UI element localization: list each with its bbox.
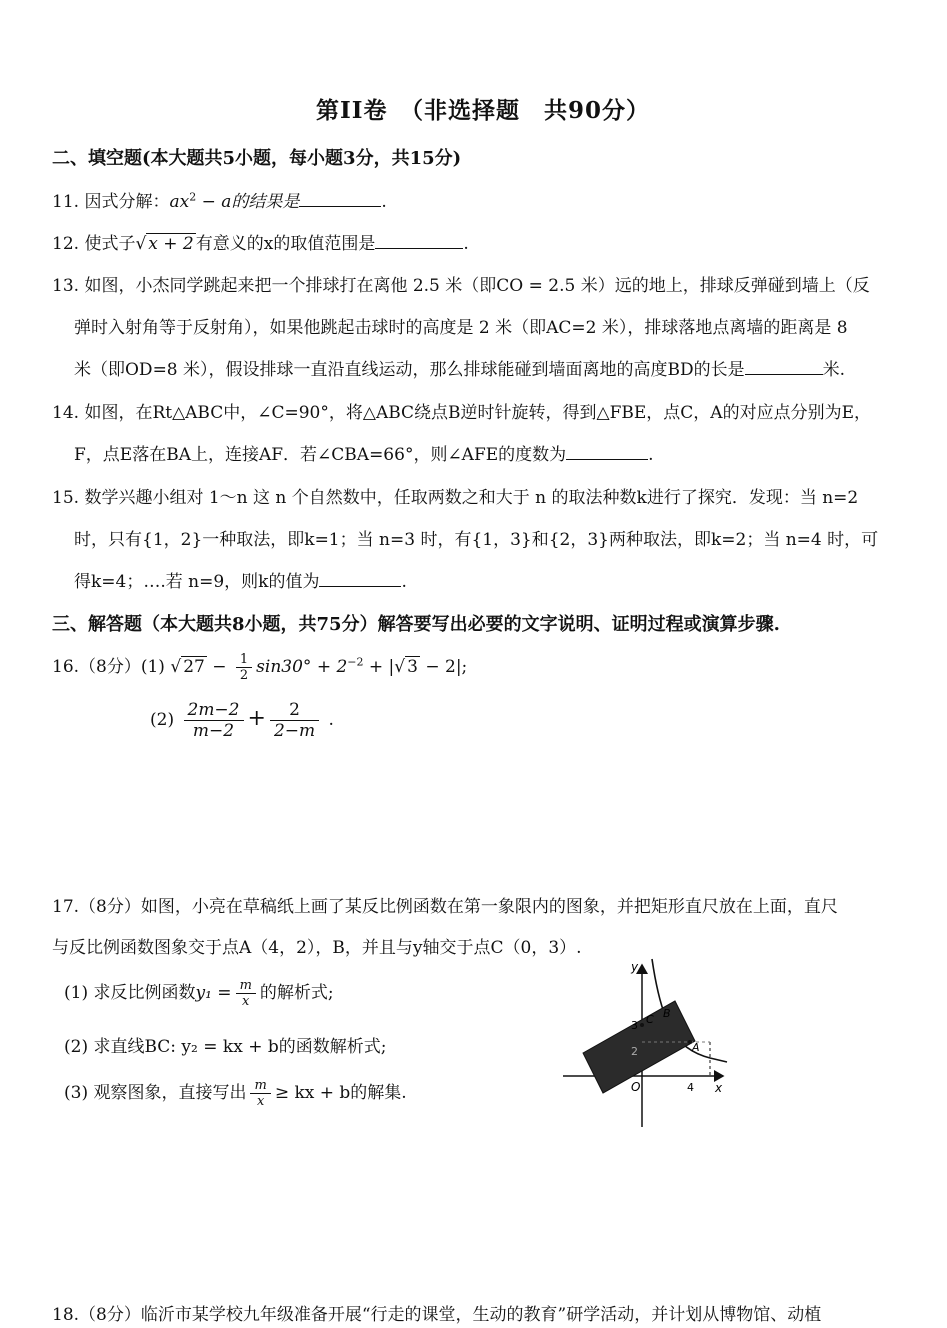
q16-abs-tail: − 2|;	[419, 657, 468, 677]
question-17-line-1: 17.（8分）如图，小亮在草稿纸上画了某反比例函数在第一象限内的图象，并把矩形直尺放在上面，直尺	[52, 897, 838, 917]
q17-p3-fraction	[250, 1078, 270, 1109]
q15-line3-text: 得k=4；….若 n=9，则k的值为	[74, 572, 320, 592]
question-13-line-3	[74, 355, 845, 380]
q16-plus: +	[247, 706, 266, 731]
page-title: 第II卷 （非选择题 共90分）	[316, 97, 651, 124]
question-17-part-1	[64, 978, 334, 1009]
section-heading-solutions: 三、解答题（本大题共8小题，共75分）解答要写出必要的文字说明、证明过程或演算步骤.	[52, 614, 780, 635]
q16-f1-den: m−2	[192, 721, 235, 741]
question-15-line-2: 时，只有{1，2}一种取法，即k=1；当 n=3 时，有{1，3}和{2，3}两种取法，即k=2；当 n=4 时，可	[74, 530, 879, 550]
q13-answer-blank[interactable]	[745, 374, 823, 375]
q16-abs-open: + |	[363, 657, 395, 677]
q16-half	[236, 652, 252, 683]
q11-tail: − a的结果是	[196, 192, 300, 212]
q11-exp: 2	[189, 190, 197, 204]
q17-p1-fraction	[236, 978, 256, 1009]
question-11	[52, 187, 387, 212]
q11-lead: 11. 因式分解：	[52, 192, 170, 212]
q16-fraction-1	[184, 700, 244, 741]
q16-f2-den: 2−m	[273, 721, 316, 741]
q16-exp: −2	[347, 655, 364, 669]
question-13-line-1: 13. 如图，小杰同学跳起来把一个排球打在离他 2.5 米（即CO = 2.5 米）远的地上，排球反弹碰到墙上（反	[52, 276, 870, 296]
q17-figure	[555, 955, 735, 1130]
q12-radicand: x + 2	[148, 234, 194, 254]
origin-label: O	[631, 1080, 641, 1094]
question-15-line-1: 15. 数学兴趣小组对 1～n 这 n 个自然数中，任取两数之和大于 n 的取法种数k进行了探究．发现：当 n=2	[52, 488, 859, 508]
tick-label-4: 4	[687, 1081, 694, 1094]
q16-sqrt-27: √ 27	[170, 657, 205, 677]
q14-end: .	[648, 445, 654, 465]
q12-lead: 12. 使式子	[52, 234, 136, 254]
tick-label-2: 2	[631, 1045, 638, 1058]
q17-p3-tail: ≥ kx + b的解集.	[274, 1083, 407, 1103]
q16-p2-label: (2)	[150, 710, 175, 730]
point-c-label: C	[646, 1013, 654, 1026]
point-a-label: A	[692, 1041, 700, 1054]
q16-radicand-27: 27	[183, 657, 205, 677]
q16-p2-end: .	[328, 710, 334, 730]
question-12	[52, 229, 469, 254]
q11-end: .	[381, 192, 387, 212]
question-13-line-2: 弹时入射角等于反射角），如果他跳起击球时的高度是 2 米（即AC=2 米），排球落地点离墙的距离是 8	[74, 318, 848, 338]
tick-label-3: 3	[631, 1019, 638, 1032]
point-c	[640, 1023, 644, 1027]
q16-lead: 16.（8分）(1)	[52, 657, 165, 677]
q17-p1-lead: (1) 求反比例函数	[64, 983, 196, 1003]
q17-p3-num: m	[250, 1078, 270, 1094]
q12-end: .	[463, 234, 469, 254]
x-axis-label: x	[715, 1081, 723, 1095]
q16-minus: −	[206, 657, 232, 677]
question-16-part-1	[52, 652, 467, 683]
q17-p3-lead: (3) 观察图象，直接写出	[64, 1083, 247, 1103]
question-14-line-2	[74, 440, 654, 465]
question-15-line-3	[74, 567, 407, 592]
q17-p1-y: y₁ =	[195, 983, 232, 1003]
q16-half-den: 2	[239, 668, 249, 683]
q13-end: 米.	[822, 360, 846, 380]
q15-answer-blank[interactable]	[319, 586, 401, 587]
q16-sqrt-3: √ 3	[394, 657, 418, 677]
q13-line3-text: 米（即OD=8 米），假设排球一直沿直线运动，那么排球能碰到墙面离地的高度BD的长是	[74, 360, 745, 380]
q12-answer-blank[interactable]	[375, 248, 463, 249]
point-b-label: B	[663, 1007, 671, 1020]
q14-answer-blank[interactable]	[566, 459, 648, 460]
y-axis-label: y	[631, 960, 639, 974]
question-17-part-3	[64, 1078, 407, 1109]
question-18-line-1: 18.（8分）临沂市某学校九年级准备开展“行走的课堂，生动的教育”研学活动，并计划从博物馆、动植	[52, 1305, 822, 1325]
q12-sqrt: √ x + 2	[135, 234, 194, 254]
q16-sin: sin30° + 2	[256, 657, 348, 677]
q17-p1-tail: 的解析式;	[259, 983, 334, 1003]
q16-half-num: 1	[236, 652, 252, 668]
q16-f1-num: 2m−2	[184, 700, 244, 721]
question-17-line-2: 与反比例函数图象交于点A（4，2），B，并且与y轴交于点C（0，3）.	[52, 938, 582, 958]
q17-p1-num: m	[236, 978, 256, 994]
question-16-part-2	[150, 700, 334, 741]
q16-f2-num: 2	[270, 700, 319, 721]
q16-radicand-3: 3	[407, 657, 418, 677]
question-14-line-1: 14. 如图，在Rt△ABC中，∠C=90°，将△ABC绕点B逆时针旋转，得到△FBE，点C，A的对应点分别为E，	[52, 403, 871, 423]
q11-ax: ax	[169, 192, 190, 212]
q17-p3-den: x	[256, 1094, 265, 1109]
q17-p1-den: x	[242, 994, 250, 1009]
q11-answer-blank[interactable]	[299, 206, 381, 207]
q16-fraction-2	[270, 700, 319, 741]
q12-tail: 有意义的x的取值范围是	[195, 234, 376, 254]
question-17-part-2: (2) 求直线BC: y₂ = kx + b的函数解析式;	[64, 1037, 387, 1057]
q15-end: .	[401, 572, 407, 592]
section-heading-fill-in: 二、填空题(本大题共5小题，每小题3分，共15分)	[52, 148, 462, 169]
q14-line2-text: F，点E落在BA上，连接AF．若∠CBA=66°，则∠AFE的度数为	[74, 445, 567, 465]
